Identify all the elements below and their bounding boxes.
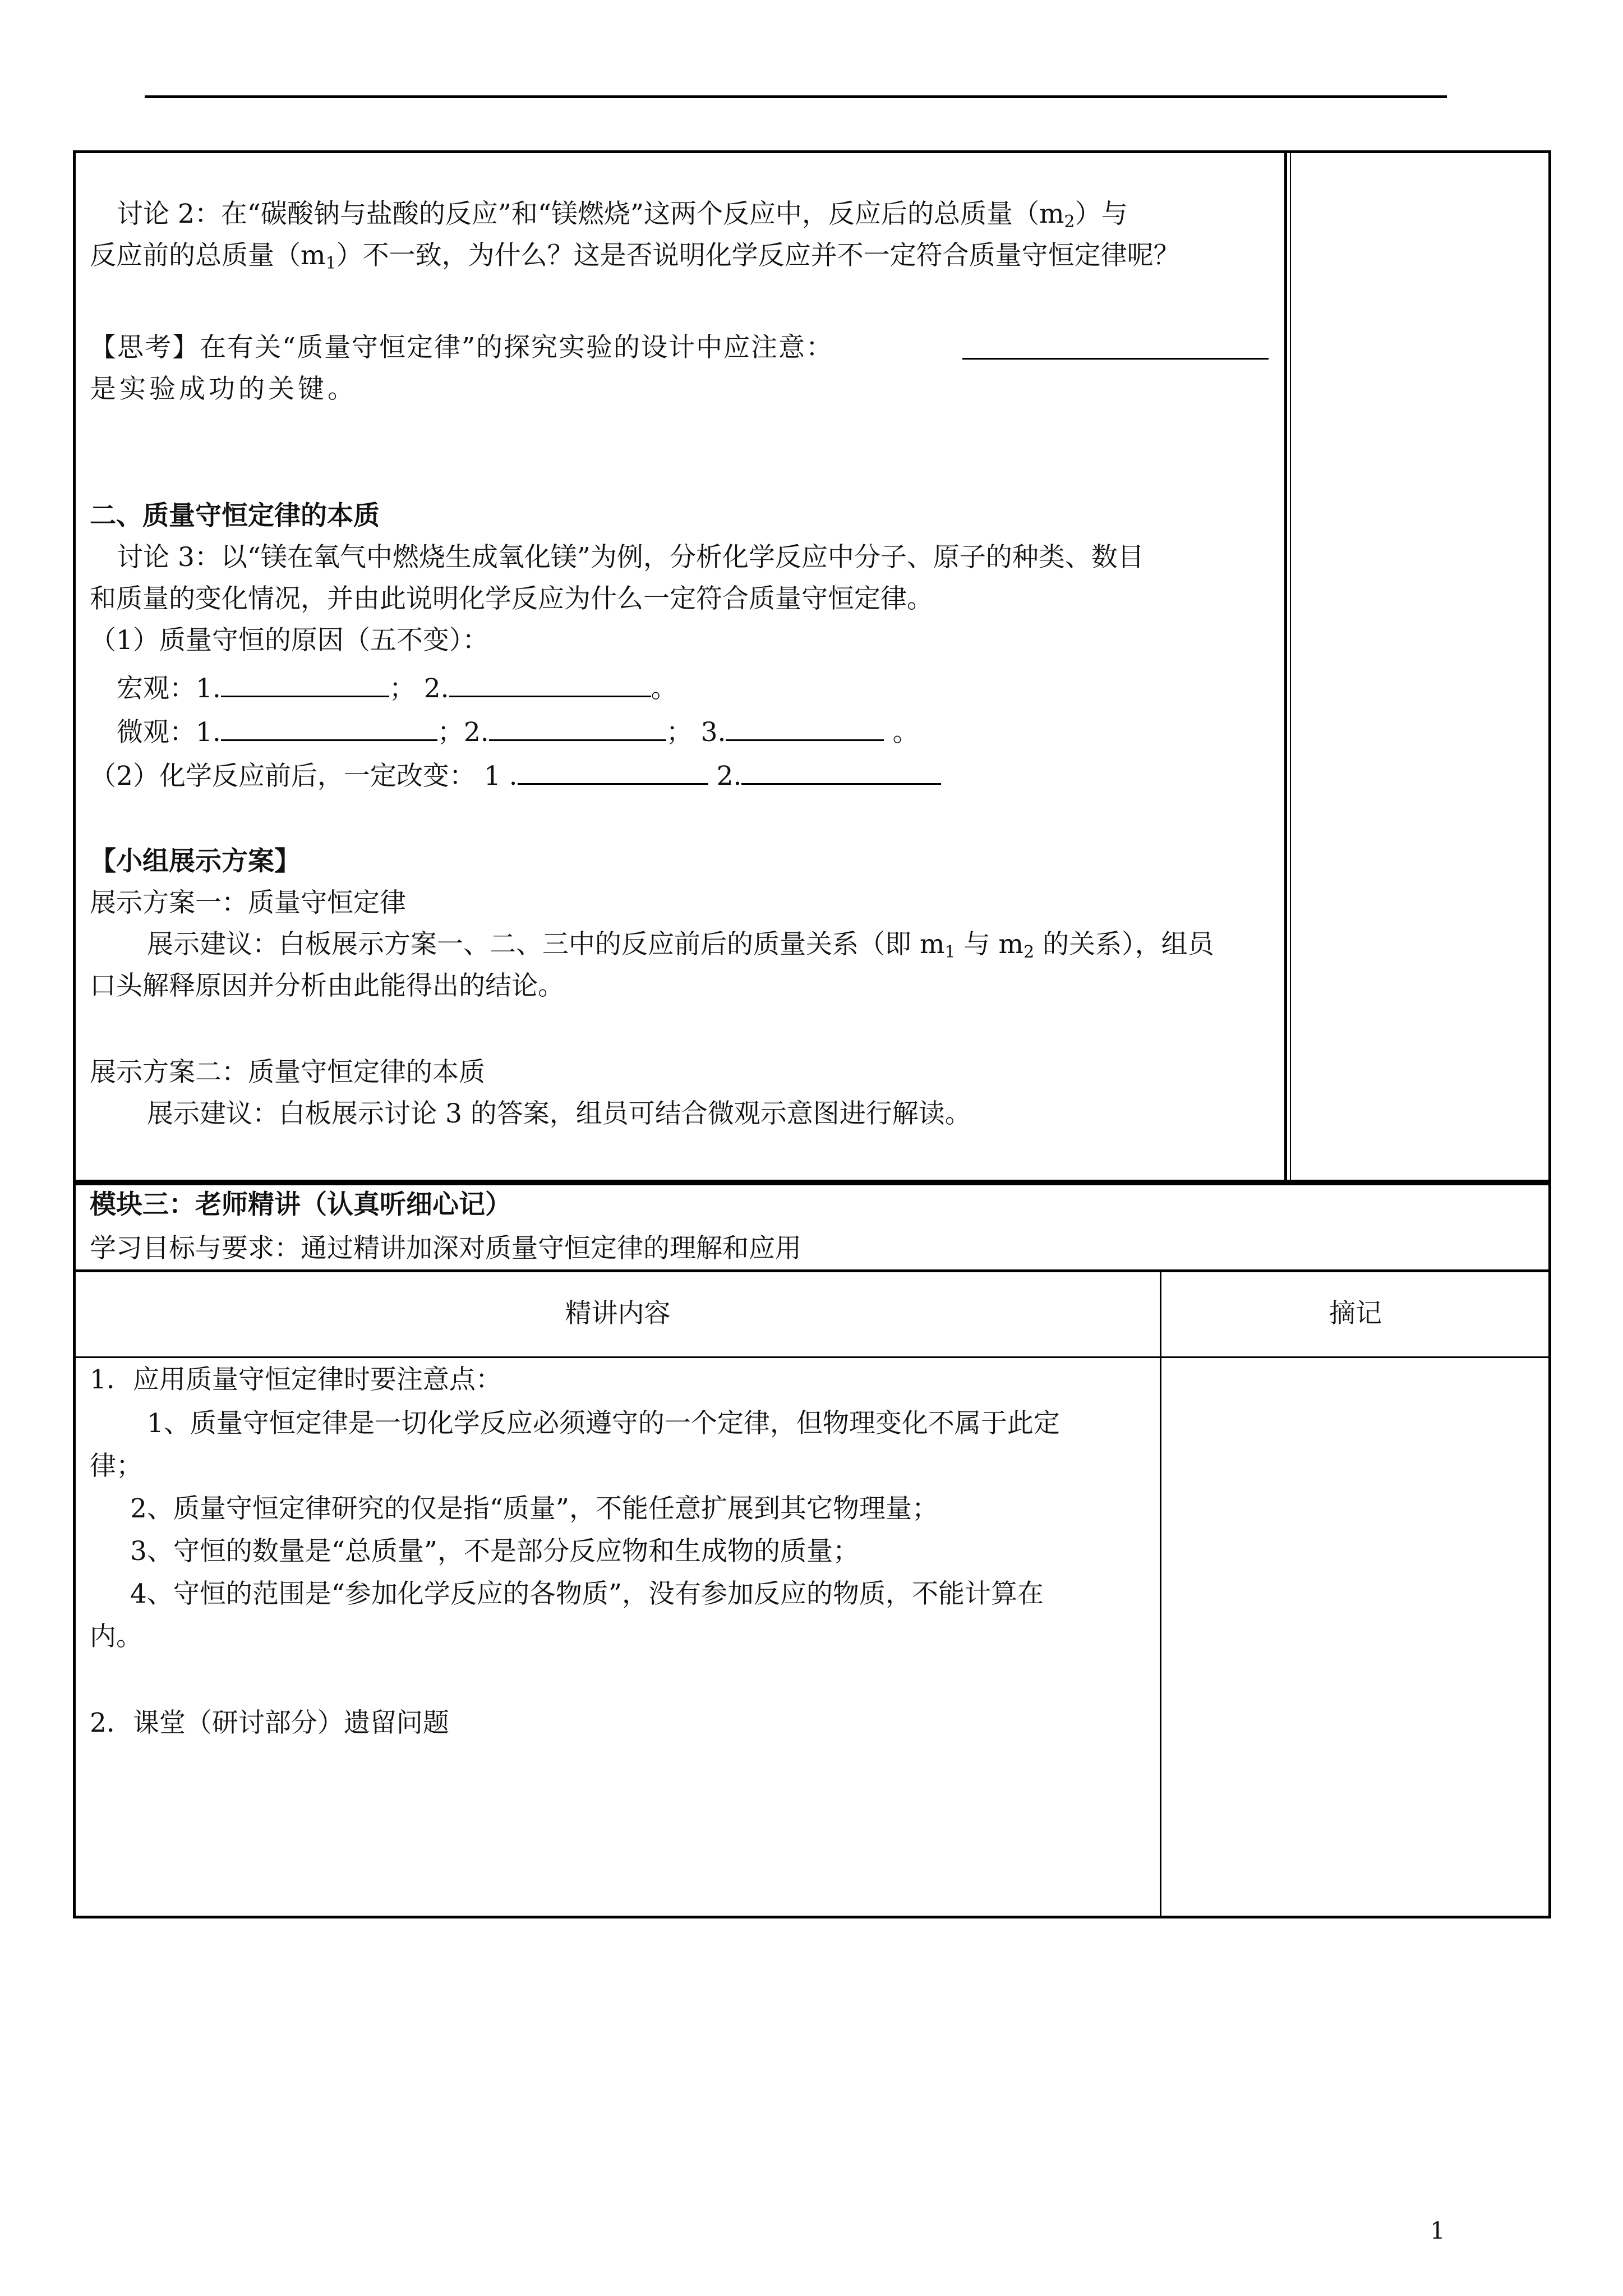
module3-colhead-divider [73, 1356, 1551, 1358]
macro-blank-2[interactable] [449, 670, 651, 697]
upper-table-column-divider [1284, 150, 1287, 1182]
plan-2-title: 展示方案二：质量守恒定律的本质 [90, 1057, 485, 1088]
think-prompt-line-2: 是实验成功的关键。 [90, 374, 357, 404]
change-blank-1[interactable] [518, 757, 708, 785]
discussion-2-line-2: 反应前的总质量$(m_1)$不一致，为什么？这是否说明化学反应并不一定符合质量守恒定律呢？ [90, 240, 1180, 273]
point-1c: 3、守恒的数量是“总质量”，不是部分反应物和生成物的质量； [130, 1536, 859, 1567]
change-row: （2）化学反应前后，一定改变： 1 . 2. [90, 757, 941, 793]
column-header-notes: 摘记 [1329, 1298, 1382, 1329]
module3-header-divider [73, 1269, 1551, 1272]
page-number: 1 [1430, 2217, 1445, 2244]
module-3-goal: 学习目标与要求：通过精讲加深对质量守恒定律的理解和应用 [90, 1233, 801, 1264]
think-prompt: 【思考】在有关“质量守恒定律”的探究实验的设计中应注意： [90, 332, 834, 363]
micro-blank-1[interactable] [221, 714, 437, 741]
point-1a-line-1: 1、质量守恒定律是一切化学反应必须遵守的一个定律，但物理变化不属于此定 [147, 1408, 1060, 1439]
point-1-title: 1．应用质量守恒定律时要注意点： [90, 1364, 502, 1395]
module-3-title: 模块三：老师精讲（认真听细心记） [90, 1189, 511, 1220]
change-blank-2[interactable] [741, 757, 941, 785]
think-answer-blank[interactable] [962, 332, 1269, 360]
plan-2-suggestion: 展示建议：白板展示讨论 3 的答案，组员可结合微观示意图进行解读。 [147, 1098, 971, 1129]
discussion-2-line-1: 讨论 2：在“碳酸钠与盐酸的反应”和“镁燃烧”这两个反应中，反应后的总质量$(m_2)$与 [117, 199, 1128, 232]
column-header-content: 精讲内容 [565, 1298, 671, 1329]
section-2-heading: 二、质量守恒定律的本质 [90, 500, 380, 531]
macro-blank-1[interactable] [221, 670, 389, 697]
header-rule [145, 95, 1447, 98]
group-plan-heading: 【小组展示方案】 [90, 846, 301, 877]
plan-1-suggestion-line-1: 展示建议：白板展示方案一、二、三中的反应前后的质量关系（即 $m_1$ 与 $m_2$ 的关系），组员 [147, 929, 1214, 962]
micro-blank-3[interactable] [726, 714, 884, 741]
plan-1-suggestion-line-2: 口头解释原因并分析由此能得出的结论。 [90, 970, 564, 1001]
point-1b: 2、质量守恒定律研究的仅是指“质量”，不能任意扩展到其它物理量； [130, 1493, 938, 1524]
reason-title: （1）质量守恒的原因（五不变）： [90, 625, 489, 656]
point-1d-line-1: 4、守恒的范围是“参加化学反应的各物质”，没有参加反应的物质，不能计算在 [130, 1579, 1044, 1609]
point-1d-line-2: 内。 [90, 1621, 142, 1652]
discussion-3-line-2: 和质量的变化情况，并由此说明化学反应为什么一定符合质量守恒定律。 [90, 583, 933, 614]
point-2-title: 2．课堂（研讨部分）遗留问题 [90, 1708, 449, 1738]
discussion-3-line-1: 讨论 3：以“镁在氧气中燃烧生成氧化镁”为例，分析化学反应中分子、原子的种类、数目 [117, 542, 1144, 573]
module3-column-divider [1160, 1269, 1161, 1918]
upper-table [73, 150, 1551, 1182]
plan-1-title: 展示方案一：质量守恒定律 [90, 887, 406, 918]
macro-row: 宏观：1. ； 2. 。 [117, 670, 677, 706]
micro-blank-2[interactable] [489, 714, 666, 741]
micro-row: 微观：1. ；2. ； 3. 。 [117, 714, 919, 749]
upper-table-column-divider-2 [1290, 150, 1291, 1182]
point-1a-line-2: 律； [90, 1451, 142, 1481]
